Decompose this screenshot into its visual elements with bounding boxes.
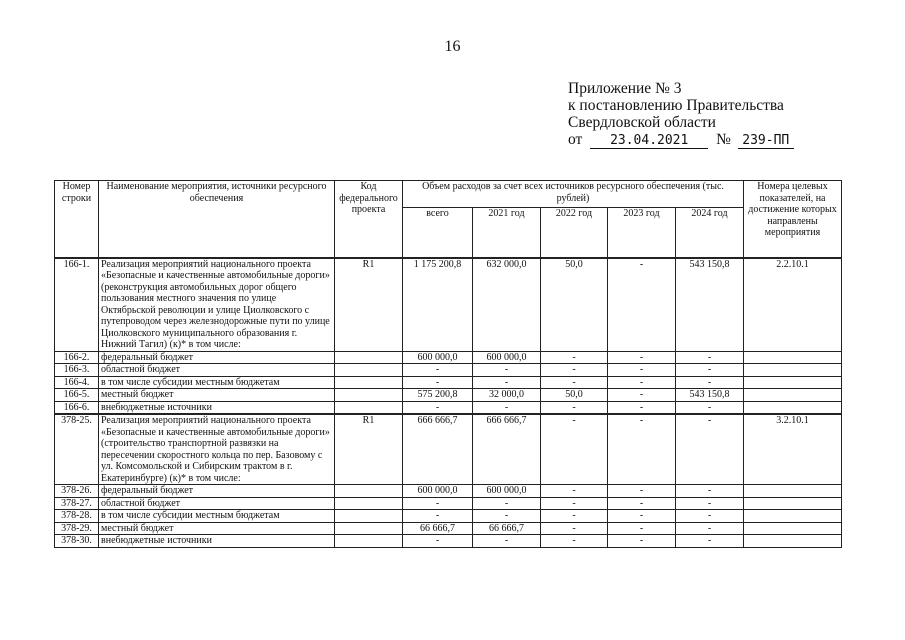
header-federal-code: Код федерального проекта <box>335 181 403 258</box>
row-number: 166-6. <box>55 401 99 414</box>
page-number: 16 <box>444 38 461 55</box>
row-2021: 632 000,0 <box>473 258 541 352</box>
header-2023: 2023 год <box>608 208 676 258</box>
row-2021: 32 000,0 <box>473 389 541 402</box>
row-name: Реализация мероприятий национального проекта «Безопасные и качественные автомобильные дороги» (реконструкция автомобильных дорог общего пользования местного значения по улице Октябрьской революции и улице Циолковского с путепроводом через железнодорожные пути по улице Циолковского муниципального образования г. Нижний Тагил) (к)* в том числе: <box>99 258 335 352</box>
row-number: 378-30. <box>55 535 99 548</box>
row-code <box>335 510 403 523</box>
row-2022: - <box>541 376 608 389</box>
row-code <box>335 376 403 389</box>
appendix-title: Приложение № 3 <box>568 80 682 97</box>
table-body <box>55 258 842 548</box>
row-code <box>335 389 403 402</box>
row-2022: - <box>541 522 608 535</box>
row-2022: 50,0 <box>541 389 608 402</box>
row-name: областной бюджет <box>99 364 335 377</box>
row-2024: - <box>676 535 744 548</box>
row-name: Реализация мероприятий национального проекта «Безопасные и качественные автомобильные дороги» (строительство транспортной развязки на пересечении скоростного кольца по пер. Базовому с ул. Комсомольской и Сибирским трактом в г. Екатеринбурге) (к)* в том числе: <box>99 414 335 485</box>
row-name: внебюджетные источники <box>99 401 335 414</box>
row-target <box>744 364 842 377</box>
row-2023: - <box>608 258 676 352</box>
row-2023: - <box>608 401 676 414</box>
row-name: областной бюджет <box>99 497 335 510</box>
row-target <box>744 389 842 402</box>
row-target <box>744 485 842 498</box>
row-total: - <box>403 401 473 414</box>
header-2024: 2024 год <box>676 208 744 258</box>
row-2022: - <box>541 485 608 498</box>
resolution-number: 239-ПП <box>738 134 794 149</box>
header-expenses: Объем расходов за счет всех источников ресурсного обеспечения (тыс. рублей) <box>403 181 744 208</box>
number-prefix: № <box>716 131 731 148</box>
row-2021: 600 000,0 <box>473 351 541 364</box>
row-name: в том числе субсидии местным бюджетам <box>99 510 335 523</box>
row-2024: - <box>676 497 744 510</box>
appendix-region: Свердловской области <box>568 114 716 131</box>
table-row <box>55 535 842 548</box>
row-2022: - <box>541 414 608 485</box>
row-2023: - <box>608 485 676 498</box>
table-row <box>55 414 842 485</box>
row-name: федеральный бюджет <box>99 485 335 498</box>
row-name: внебюджетные источники <box>99 535 335 548</box>
row-2022: - <box>541 351 608 364</box>
row-2023: - <box>608 535 676 548</box>
table-row <box>55 351 842 364</box>
row-total: 600 000,0 <box>403 485 473 498</box>
row-number: 378-27. <box>55 497 99 510</box>
row-2021: 66 666,7 <box>473 522 541 535</box>
row-2023: - <box>608 510 676 523</box>
row-total: - <box>403 497 473 510</box>
row-2023: - <box>608 351 676 364</box>
row-2021: - <box>473 497 541 510</box>
table-row <box>55 376 842 389</box>
row-2024: - <box>676 522 744 535</box>
row-2023: - <box>608 364 676 377</box>
row-number: 166-4. <box>55 376 99 389</box>
table-row <box>55 258 842 352</box>
row-2024: - <box>676 376 744 389</box>
table-row <box>55 497 842 510</box>
row-2024: - <box>676 414 744 485</box>
row-target <box>744 510 842 523</box>
row-code: R1 <box>335 414 403 485</box>
row-name: местный бюджет <box>99 522 335 535</box>
row-2022: - <box>541 497 608 510</box>
row-number: 378-29. <box>55 522 99 535</box>
row-total: 600 000,0 <box>403 351 473 364</box>
row-2023: - <box>608 376 676 389</box>
row-2022: - <box>541 364 608 377</box>
row-name: федеральный бюджет <box>99 351 335 364</box>
row-2022: 50,0 <box>541 258 608 352</box>
row-target <box>744 522 842 535</box>
row-name: в том числе субсидии местным бюджетам <box>99 376 335 389</box>
appendix-resolution: к постановлению Правительства <box>568 97 784 114</box>
row-2021: - <box>473 401 541 414</box>
row-total: - <box>403 510 473 523</box>
table-header <box>55 181 842 258</box>
table-row <box>55 389 842 402</box>
row-2024: 543 150,8 <box>676 389 744 402</box>
row-2021: 666 666,7 <box>473 414 541 485</box>
row-target <box>744 376 842 389</box>
row-2022: - <box>541 401 608 414</box>
appendix-header <box>568 80 794 149</box>
row-target <box>744 351 842 364</box>
row-name: местный бюджет <box>99 389 335 402</box>
row-code <box>335 522 403 535</box>
row-total: 575 200,8 <box>403 389 473 402</box>
row-2023: - <box>608 522 676 535</box>
row-target <box>744 401 842 414</box>
header-name: Наименование мероприятия, источники ресурсного обеспечения <box>99 181 335 258</box>
row-2024: - <box>676 351 744 364</box>
row-2022: - <box>541 510 608 523</box>
row-total: - <box>403 364 473 377</box>
row-2024: - <box>676 401 744 414</box>
row-2023: - <box>608 389 676 402</box>
row-target: 3.2.10.1 <box>744 414 842 485</box>
expenses-table <box>54 180 842 548</box>
row-code <box>335 401 403 414</box>
row-code <box>335 364 403 377</box>
row-number: 166-1. <box>55 258 99 352</box>
row-number: 378-26. <box>55 485 99 498</box>
row-target <box>744 535 842 548</box>
date-prefix: от <box>568 131 583 148</box>
row-code <box>335 351 403 364</box>
table-row <box>55 401 842 414</box>
row-total: - <box>403 535 473 548</box>
row-2024: 543 150,8 <box>676 258 744 352</box>
row-2021: - <box>473 510 541 523</box>
row-2021: - <box>473 535 541 548</box>
row-2022: - <box>541 535 608 548</box>
row-target: 2.2.10.1 <box>744 258 842 352</box>
row-total: - <box>403 376 473 389</box>
row-2024: - <box>676 510 744 523</box>
row-2021: - <box>473 376 541 389</box>
row-total: 66 666,7 <box>403 522 473 535</box>
row-code <box>335 497 403 510</box>
row-number: 378-25. <box>55 414 99 485</box>
row-code <box>335 485 403 498</box>
row-code: R1 <box>335 258 403 352</box>
row-target <box>744 497 842 510</box>
row-2024: - <box>676 485 744 498</box>
table-row <box>55 510 842 523</box>
row-2024: - <box>676 364 744 377</box>
row-number: 166-2. <box>55 351 99 364</box>
row-total: 1 175 200,8 <box>403 258 473 352</box>
row-2023: - <box>608 414 676 485</box>
appendix-dateline <box>568 131 794 149</box>
row-number: 378-28. <box>55 510 99 523</box>
table-row <box>55 364 842 377</box>
row-total: 666 666,7 <box>403 414 473 485</box>
row-number: 166-5. <box>55 389 99 402</box>
row-code <box>335 535 403 548</box>
row-2021: 600 000,0 <box>473 485 541 498</box>
header-2021: 2021 год <box>473 208 541 258</box>
header-targets: Номера целевых показателей, на достижение которых направлены мероприятия <box>744 181 842 258</box>
header-row-number: Номер строки <box>55 181 99 258</box>
row-number: 166-3. <box>55 364 99 377</box>
table-row <box>55 485 842 498</box>
header-2022: 2022 год <box>541 208 608 258</box>
header-total: всего <box>403 208 473 258</box>
resolution-date: 23.04.2021 <box>590 134 708 149</box>
table-row <box>55 522 842 535</box>
row-2021: - <box>473 364 541 377</box>
row-2023: - <box>608 497 676 510</box>
